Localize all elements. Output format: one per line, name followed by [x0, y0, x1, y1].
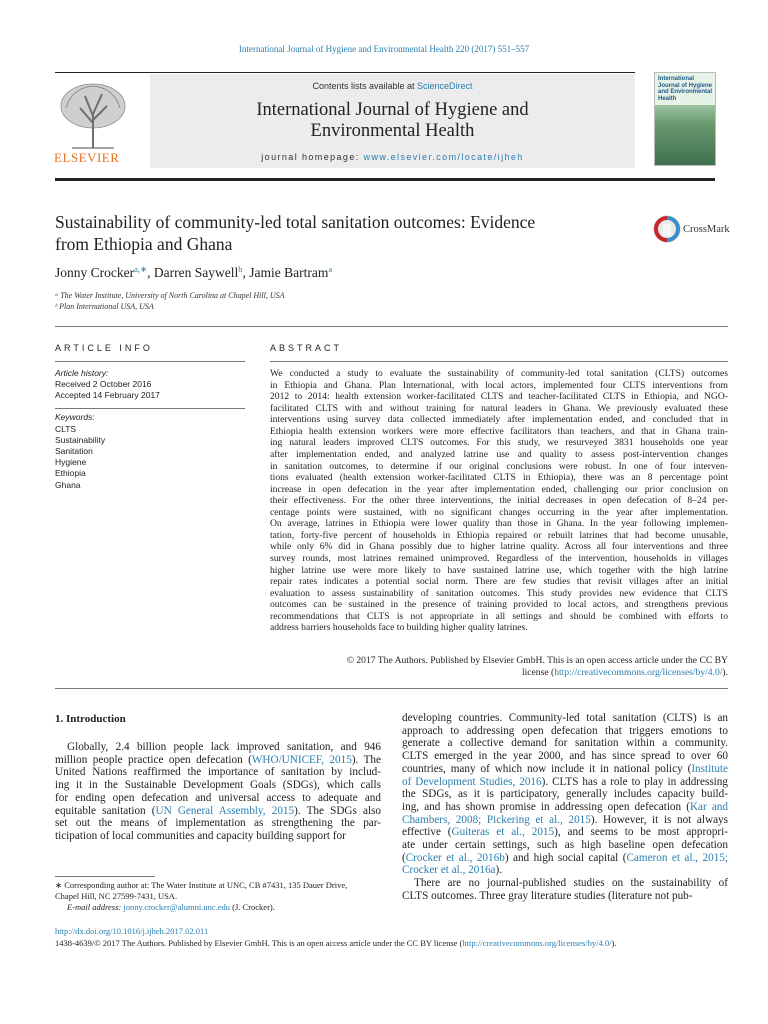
- front-matter-rule: [55, 326, 728, 327]
- text-line: tions evaluated (health extension worker-facilitated CLTS in Ethiopia), there was an 8 percentage point: [270, 472, 728, 484]
- corresponding-author-footnote: ∗ Corresponding author at: The Water Institute at UNC, CB #7431, 135 Dauer Drive, Chapel Hill, NC 27599-7431, USA. E-mail address: jonny.crocker@alumni.unc.edu (J. Crocker).: [55, 880, 348, 913]
- text-line: There are no journal-published studies on the sustainability of: [414, 877, 728, 890]
- contents-available: Contents lists available at ScienceDirect: [312, 81, 473, 91]
- reference-link[interactable]: Cameron et al., 2015;: [626, 851, 728, 864]
- text-line: their effectiveness. For the other three interventions, the initial decreases in open defecation of 8–24 per-: [270, 495, 728, 507]
- article-title: Sustainability of community-led total sanitation outcomes: Evidence from Ethiopia and Ghana: [55, 212, 536, 254]
- keyword: Hygiene: [55, 457, 87, 468]
- text-line: survey rounds, most latrines remained unimproved. Regardless of the intervention, households in villages: [270, 553, 728, 564]
- text-line: approach to addressing open defecation that triggers emotions to: [402, 724, 728, 737]
- keyword: Sustainability: [55, 434, 106, 445]
- text-line: evaluation to assess sustainability of sanitation outcomes. This study provides new evidence that CLTS: [270, 587, 728, 599]
- header-bottom-rule: [55, 178, 715, 181]
- abstract-copyright: © 2017 The Authors. Published by Elsevier GmbH. This is an open access article under the CC BY license (http://creativecommons.org/licenses/by/4.0/).: [346, 655, 728, 678]
- text-line: outcomes can be sustained in the presence of training provided to local actors, and strengthens previous: [270, 599, 728, 611]
- crossmark-badge[interactable]: [653, 214, 730, 244]
- author-affiliation-mark[interactable]: b: [238, 264, 243, 274]
- crossmark-icon: [653, 214, 681, 244]
- info-divider: [55, 408, 245, 409]
- reference-link[interactable]: Kar and: [689, 800, 728, 813]
- crossmark-label: CrossMark: [683, 223, 730, 235]
- intro-column-2: [402, 712, 728, 903]
- homepage-link[interactable]: www.elsevier.com/locate/ijheh: [363, 152, 524, 162]
- text-line: in Ethiopia and Ghana. Plan International, with local actors, implemented four CLTS interventions from: [270, 379, 728, 391]
- text-line: of Development Studies, 2016). CLTS has a role to play in addressing: [402, 775, 728, 788]
- text-line: higher latrine use were more likely to have sustained latrine use, which together with the high latrine: [270, 564, 728, 576]
- affiliation-b: ᵇ Plan International USA, USA: [55, 302, 154, 311]
- reference-link[interactable]: Institute: [691, 762, 728, 775]
- text-line: after implementation ended, and analyzed latrine use and quality to assess post-intervention changes: [270, 448, 728, 460]
- accepted-date: Accepted 14 February 2017: [55, 390, 160, 401]
- elsevier-tree-logo: [52, 78, 134, 150]
- text-line: address barriers households face to building higher quality latrines.: [270, 622, 528, 634]
- publisher-wordmark: ELSEVIER: [54, 150, 120, 165]
- text-line: Chambers, 2008; Pickering et al., 2015). However, it is not always: [402, 813, 728, 826]
- text-line: tation, forty-five percent of households in Ethiopia repaired or rebuilt latrines that had become unusable,: [270, 529, 728, 541]
- text-line: million people practice open defecation (WHO/UNICEF, 2015). The: [55, 753, 381, 766]
- author-affiliation-mark[interactable]: a: [328, 264, 333, 274]
- keyword: CLTS: [55, 423, 77, 434]
- text-line: in sanitation outcomes, to determine if our original conclusions were robust. In one of four interven-: [270, 460, 728, 472]
- intro-column-1: [55, 741, 381, 843]
- article-info: [55, 368, 245, 491]
- text-line: ate under certain settings, such as high baseline open defecation: [402, 839, 728, 852]
- author-email-link[interactable]: jonny.crocker@alumni.unc.edu: [123, 902, 231, 913]
- abstract-rule: [270, 361, 728, 362]
- header-top-rule: [55, 72, 635, 73]
- text-line: centage points were sustained, with no significant changes occurring in the year after implementation.: [270, 506, 728, 518]
- journal-citation[interactable]: International Journal of Hygiene and Environmental Health 220 (2017) 551–557: [238, 44, 530, 54]
- keyword: Ghana: [55, 479, 81, 490]
- author-list: Jonny Crocker$^{a,∗}$, Darren Saywell$^b$, Jamie Bartram$^a$: [55, 264, 333, 280]
- text-line: ticipation of local communities and capacity building support for: [55, 829, 346, 842]
- cover-title: International Journal of Hygiene and Environmental Health: [658, 76, 713, 102]
- text-line: recommendations that CLTS is not appropriate in all settings and should be combined with efforts to: [270, 610, 728, 622]
- journal-homepage: journal homepage: www.elsevier.com/locate/ijheh: [261, 152, 524, 162]
- text-line: set out the means of implementation as strengthening the par-: [55, 817, 381, 830]
- text-line: 2012 to 2014: health extension worker-facilitated CLTS and teacher-facilitated CLTS in Ethiopia, and NGO-: [270, 391, 728, 403]
- text-line: ing it in the Sustainable Development Goals (SDGs), which calls: [55, 779, 381, 792]
- abstract-body: [270, 368, 728, 634]
- text-line: CLTS emerged in the year 2000, and has since spread to over 60: [402, 750, 728, 763]
- journal-title: International Journal of Hygiene and Environmental Health: [256, 100, 529, 141]
- text-line: equitable sanitation (UN General Assembly, 2015). The SDGs also: [55, 804, 382, 817]
- text-line: developing countries. Community-led total sanitation (CLTS) is an: [402, 712, 728, 724]
- keywords-label: Keywords:: [55, 412, 95, 423]
- text-line: increase in open defecation in the year after implementation ended, challenging our prior conclusion on: [270, 483, 728, 495]
- text-line: countries, many of which now include it in national policy (Institute: [402, 762, 728, 775]
- text-line: repair rates indicates a potential social norm. There are few studies that revisit villages after an initial: [270, 576, 728, 588]
- text-line: facilitated CLTS with and without training for natural leaders in Ghana. We previously evaluated these: [270, 402, 728, 414]
- article-info-rule: [55, 361, 245, 362]
- reference-link[interactable]: WHO/UNICEF, 2015: [251, 753, 352, 766]
- text-line: Crocker et al., 2016a).: [402, 864, 503, 877]
- reference-link[interactable]: Crocker et al., 2016a: [402, 864, 496, 877]
- sciencedirect-link[interactable]: ScienceDirect: [417, 81, 473, 91]
- abstract-bottom-rule: [55, 688, 728, 689]
- footnote-rule: [55, 876, 155, 877]
- text-line: On average, latrines in Ethiopia were lower quality than those in Ghana. In the year following implemen-: [270, 518, 728, 530]
- affiliation-a: ᵃ The Water Institute, University of North Carolina at Chapel Hill, USA: [55, 291, 285, 300]
- keyword: Sanitation: [55, 446, 93, 457]
- section-heading-introduction: 1. Introduction: [55, 713, 126, 725]
- reference-link[interactable]: UN General Assembly, 2015: [155, 804, 295, 817]
- text-line: CLTS outcomes. Three gray literature studies (literature not pub-: [402, 889, 693, 902]
- reference-link[interactable]: of Development Studies, 2016: [402, 775, 542, 788]
- reference-link[interactable]: Chambers, 2008; Pickering et al., 2015: [402, 813, 591, 826]
- text-line: Ethiopia health extension workers were more effective facilitators than teachers, and that in Ghana train-: [270, 425, 728, 437]
- cc-by-license-link[interactable]: http://creativecommons.org/licenses/by/4.0/: [554, 666, 723, 678]
- author-name[interactable]: Darren Saywell: [153, 265, 239, 280]
- text-line: generate a collective demand for sanitation within a community.: [402, 737, 728, 750]
- text-line: ing natural leaders improved CLTS outcomes. For this study, we resurveyed 3831 households one year: [270, 437, 728, 449]
- abstract-heading: ABSTRACT: [270, 343, 343, 353]
- text-line: effective (Guiteras et al., 2015), and seems to be most appropri-: [402, 826, 728, 839]
- keyword: Ethiopia: [55, 468, 86, 479]
- text-line: interventions using survey data collected immediately after implementation ended, and concluded that in: [270, 414, 728, 426]
- text-line: the SDGs, as it is participatory, generally includes capacity build-: [402, 788, 728, 801]
- text-line: We conducted a study to evaluate the sustainability of community-led total sanitation (CLTS) outcomes: [270, 368, 728, 379]
- article-info-heading: ARTICLE INFO: [55, 343, 153, 353]
- text-line: (Crocker et al., 2016b) and high social capital (Cameron et al., 2015;: [402, 851, 728, 864]
- reference-link[interactable]: Crocker et al., 2016b: [405, 851, 505, 864]
- reference-link[interactable]: Guiteras et al., 2015: [451, 826, 555, 839]
- text-line: ing, and has shown promise in addressing open defecation (Kar and: [402, 800, 728, 813]
- author-name[interactable]: Jonny Crocker: [55, 265, 135, 280]
- received-date: Received 2 October 2016: [55, 379, 152, 390]
- doi-link[interactable]: http://dx.doi.org/10.1016/j.ijheh.2017.02.011: [55, 926, 209, 936]
- footer-license: 1438-4639/© 2017 The Authors. Published by Elsevier GmbH. This is an open access article under the CC BY license (http://creativecommons.org/licenses/by/4.0/).: [55, 938, 617, 948]
- author-affiliation-mark[interactable]: a,∗: [134, 264, 148, 274]
- text-line: while only 6% did in Ghana possibly due to higher latrine quality. Across all four interventions and three: [270, 541, 728, 553]
- footer-cc-link[interactable]: http://creativecommons.org/licenses/by/4.0/: [462, 938, 612, 948]
- history-label: Article history:: [55, 368, 109, 378]
- text-line: United Nations reaffirmed the importance of sanitation by includ-: [55, 766, 381, 779]
- author-name[interactable]: Jamie Bartram: [249, 265, 329, 280]
- journal-cover-thumbnail[interactable]: [654, 72, 716, 166]
- text-line: Globally, 2.4 billion people lack improved sanitation, and 946: [67, 741, 381, 753]
- text-line: for ending open defecation and universal access to adequate and: [55, 791, 381, 804]
